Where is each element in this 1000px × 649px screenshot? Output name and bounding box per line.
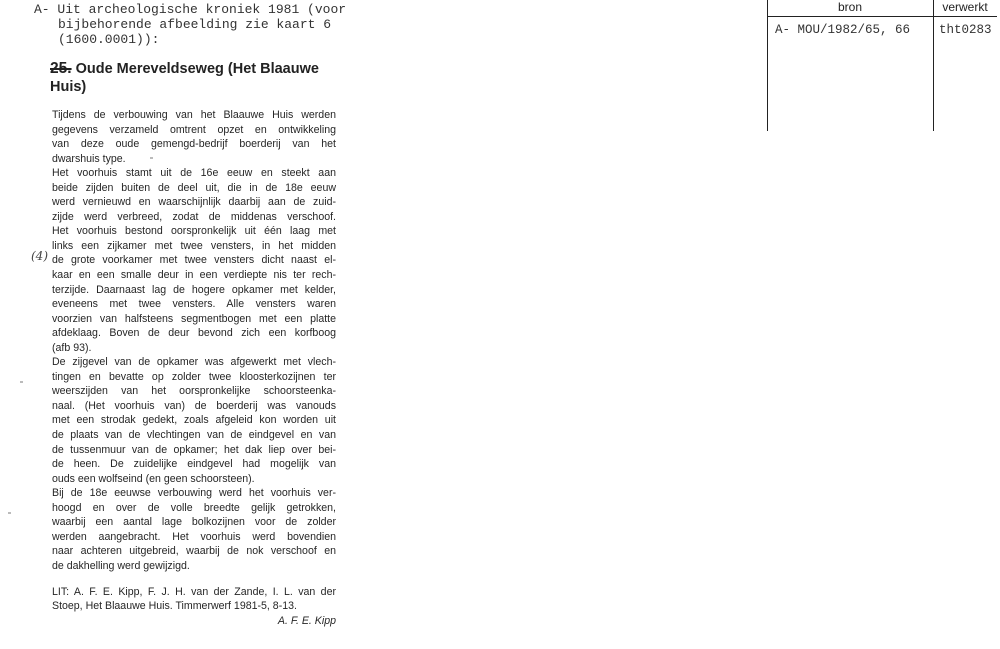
body-line: dwarshuis type. (52, 152, 126, 165)
header-line-3: (1600.0001)): (58, 32, 160, 47)
body-line: tingen en bevatte op zolder twee kloosterkozijnen ter (52, 370, 336, 383)
body-line: (afb 93). (52, 341, 92, 354)
body-line: Tijdens de verbouwing van het Blaauwe Huis werden (52, 109, 336, 121)
body-line: gegevens verzameld omtrent opzet en ontwikkeling (52, 123, 336, 136)
body-line: afdeklaag. Boven de deur bevond zich een korfboog (52, 327, 336, 340)
body-line: met een strodak gedekt, zoals afgeleid kon worden uit (52, 414, 336, 427)
scan-speck (8, 512, 11, 514)
body-line: terzijde. Daarnaast lag de hogere opkamer met kelder, (52, 283, 336, 296)
scan-speck (20, 381, 23, 383)
body-line: kaar en een smalle deur in een verdiepte nis ter rech- (52, 269, 336, 282)
body-line: ouds een wolfseind (en geen schoorsteen). (52, 472, 255, 485)
body-line: de heen. De zuidelijke eindgevel had mogelijk van (52, 458, 336, 471)
body-line: de tussenmuur van de opkamer; het dak liep over bei- (52, 443, 336, 456)
body-line: hoogd en over de volle breedte gelijk getrokken, (52, 501, 336, 514)
body-line: links een zijkamer met twee vensters, in het midden (52, 239, 336, 252)
literature-line-1: LIT: A. F. E. Kipp, F. J. H. van der Zande, I. L. van der (52, 585, 336, 598)
author-signature: A. F. E. Kipp (277, 614, 336, 627)
body-line: Het voorhuis bestond oorspronkelijk uit één laag met (52, 225, 336, 238)
paragraph-gap (52, 574, 336, 585)
body-line: waarbij een aantal lage bolkozijnen voor de zolder (52, 516, 336, 529)
body-line: de dakhelling werd gewijzigd. (52, 559, 190, 572)
body-line: de plaats van de vlechtingen van de eindgevel en van (52, 429, 336, 442)
table-border-left (767, 0, 768, 131)
body-line: De zijgevel van de opkamer was afgewerkt met vlech- (52, 356, 336, 369)
processed-code: tht0283 (939, 23, 992, 37)
column-header-verwerkt: verwerkt (942, 0, 988, 14)
header-line-1: A- Uit archeologische kroniek 1981 (voor (34, 2, 347, 17)
table-header-divider (767, 16, 997, 17)
body-line: zijde werd verbreed, zodat de middenas verschoof. (52, 210, 336, 223)
table-column-divider (933, 0, 934, 131)
body-line: voorzien van halfsteens segmentbogen met een platte (52, 312, 336, 325)
margin-note: (4) (31, 249, 48, 263)
body-line: weerszijden van het oorspronkelijke schoorsteenka- (52, 385, 336, 398)
body-line: Het voorhuis stamt uit de 16e eeuw en steekt aan (52, 167, 336, 180)
body-line: beide zijden buiten de deel uit, die in de 18e eeuw (52, 181, 336, 194)
body-line: de grote voorkamer met twee vensters dicht naast el- (52, 254, 336, 267)
column-header-bron: bron (837, 0, 863, 14)
literature-line-2: Stoep, Het Blaauwe Huis. Timmerwerf 1981-5, 8-13. (52, 600, 297, 613)
body-line: Bij de 18e eeuwse verbouwing werd het voorhuis ver- (52, 487, 336, 500)
source-table (767, 0, 997, 131)
body-line: eveneens met twee vensters. Alle vensters waren (52, 298, 336, 311)
source-reference: A- MOU/1982/65, 66 (775, 23, 911, 37)
body-line: werd vernieuwd en waarschijnlijk daarbij aan de zuid- (52, 196, 336, 209)
article-title: Oude Mereveldseweg (Het Blaauwe Huis) (50, 61, 319, 95)
article-number: 25. (50, 60, 72, 77)
body-line: naar achteren uitgebreid, waarbij de nok verschoof en (52, 545, 336, 558)
body-line: van deze oude gemengd-bedrijf boerderij van het (52, 138, 336, 151)
body-line: naal. (Het voorhuis van) de boerderij was vanouds (52, 399, 336, 412)
article-body (52, 108, 336, 628)
header-line-2: bijbehorende afbeelding zie kaart 6 (58, 17, 332, 32)
body-line: werden aangebracht. Het voorhuis werd bovendien (52, 530, 336, 543)
article-heading (50, 60, 340, 96)
